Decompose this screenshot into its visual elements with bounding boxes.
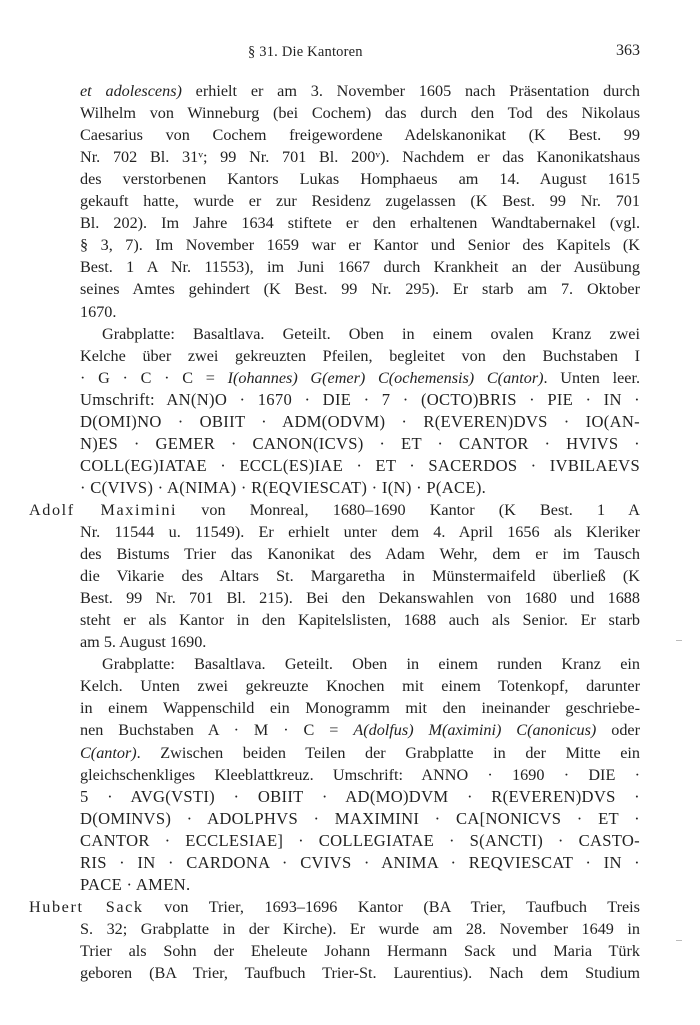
text-segment: D(OMINVS) · ADOLPHVS · MAXIMINI · CA[NONICVS · ET · (80, 808, 640, 828)
text-line (80, 124, 640, 146)
text-segment: . Zwischen beiden Teilen der Grabplatte in der Mitte ein (136, 743, 640, 762)
text-line (80, 918, 640, 940)
text-segment: CANTOR · ECCLESIAE] · COLLEGIATAE · S(ANCTI) · CASTO- (80, 830, 640, 850)
text-line (80, 719, 640, 741)
italic-segment: C(antor) (80, 743, 137, 762)
text-line (80, 411, 640, 433)
entry-name: Adolf Maximini (29, 500, 178, 519)
text-line (80, 764, 640, 786)
italic-segment: A(dolfus) M(aximini) C(anonicus) (353, 721, 597, 740)
text-segment: Best. 1 A Nr. 11553), im Juni 1667 durch Krankheit an der Ausübung (80, 258, 640, 277)
text-segment: 5 · AVG(VSTI) · OBIIT · AD(MO)DVM · R(EVEREN)DVS · (80, 786, 640, 806)
text-line (80, 565, 640, 587)
text-segment: oder (596, 721, 641, 740)
italic-segment: et adolescens) (80, 82, 182, 100)
text-line (80, 256, 640, 278)
italic-segment: I(ohannes) G(emer) C(ochemensis) C(antor) (227, 368, 544, 387)
text-segment: Bl. 202). Im Jahre 1634 stiftete er den erhaltenen Wandtabernakel (vgl. (80, 214, 640, 233)
text-line (80, 808, 640, 830)
text-line (80, 874, 640, 896)
text-line (80, 301, 640, 323)
text-line (80, 587, 640, 609)
text-segment: Grabplatte: Basaltlava. Geteilt. Oben in einem runden Kranz ein (102, 655, 640, 674)
text-line (80, 278, 640, 300)
text-segment: S. 32; Grabplatte in der Kirche). Er wurde am 28. November 1649 in (80, 919, 640, 938)
text-line (80, 102, 640, 124)
text-segment: von Monreal, 1680–1690 Kantor (K Best. 1 A (177, 500, 640, 519)
text-segment: die Vikarie des Altars St. Margaretha in Münstermaifeld überließ (K (80, 567, 640, 586)
text-line (80, 367, 640, 389)
text-line (80, 212, 640, 234)
text-segment: Trier als Sohn der Eheleute Johann Hermann Sack und Maria Türk (80, 941, 640, 960)
text-segment: nen Buchstaben A · M · C = (80, 721, 354, 740)
text-segment: . Unten leer. (543, 368, 640, 387)
entry-name: Hubert Sack (29, 897, 144, 916)
text-segment: · G · C · C = (80, 368, 228, 387)
text-segment: Umschrift: AN(N)O · 1670 · DIE · 7 · (OCTO)BRIS · PIE · IN · (80, 389, 640, 409)
text-segment: RIS · IN · CARDONA · CVIVS · ANIMA · REQVIESCAT · IN · (80, 852, 640, 872)
text-line (80, 543, 640, 565)
text-line (80, 697, 640, 719)
margin-mark (676, 640, 682, 641)
text-line (29, 499, 640, 521)
text-segment: Kelch. Unten zwei gekreuzte Knochen mit einem Totenkopf, darunter (80, 677, 640, 696)
text-line (80, 830, 640, 852)
text-segment: des verstorbenen Kantors Lukas Homphaeus am 14. August 1615 (80, 170, 640, 189)
text-line (80, 190, 640, 212)
text-segment: Nr. 11544 u. 11549). Er erhielt unter dem 4. April 1656 als Kleriker (80, 523, 640, 541)
text-segment: gleichschenkliges Kleeblattkreuz. Umschrift: ANNO · 1690 · DIE · (80, 765, 640, 784)
text-segment: Wilhelm von Winneburg (bei Cochem) das durch den Tod des Nikolaus (80, 104, 640, 123)
text-line (80, 852, 640, 874)
text-segment: seines Amtes gehindert (K Best. 99 Nr. 295). Er starb am 7. Oktober (80, 280, 640, 299)
text-segment: COLL(EG)IATAE · ECCL(ES)IAE · ET · SACERDOS · IVBILAEVS (80, 455, 640, 475)
text-segment: gekauft hatte, wurde er zur Residenz zugelassen (K Best. 99 Nr. 701 (80, 192, 640, 211)
text-line (80, 477, 640, 499)
text-line (102, 653, 640, 675)
text-segment: von Trier, 1693–1696 Kantor (BA Trier, Taufbuch Treis (143, 897, 640, 916)
text-segment: D(OMI)NO · OBIIT · ADM(ODVM) · R(EVEREN)DVS · IO(AN- (80, 411, 640, 431)
text-segment: § 3, 7). Im November 1659 war er Kantor und Senior des Kapitels (K (80, 236, 640, 255)
text-segment: Grabplatte: Basaltlava. Geteilt. Oben in einem ovalen Kranz zwei (102, 324, 640, 343)
text-line (80, 168, 640, 190)
text-line (80, 742, 640, 764)
text-line (80, 389, 640, 411)
text-segment: Nr. 702 Bl. 31ᵛ; 99 Nr. 701 Bl. 200ᵛ). Nachdem er das Kanonikatshaus (80, 148, 640, 167)
text-line (80, 940, 640, 962)
text-segment: erhielt er am 3. November 1605 nach Präsentation durch (181, 82, 640, 100)
text-segment: Best. 99 Nr. 701 Bl. 215). Bei den Dekanswahlen von 1680 und 1688 (80, 589, 640, 608)
text-segment: in einem Wappenschild ein Monogramm mit den ineinander geschriebe- (80, 699, 640, 718)
text-line (80, 521, 640, 543)
text-line (80, 234, 640, 256)
text-segment: N)ES · GEMER · CANON(ICVS) · ET · CANTOR · HVIVS · (80, 433, 640, 453)
margin-mark (676, 940, 682, 941)
text-line (102, 323, 640, 345)
text-line (80, 962, 640, 984)
text-line (80, 345, 640, 367)
text-segment: geboren (BA Trier, Taufbuch Trier-St. Laurentius). Nach dem Studium (80, 964, 640, 982)
text-segment: · C(VIVS) · A(NIMA) · R(EQVIESCAT) · I(N) · P(ACE). (80, 477, 487, 497)
text-line (80, 675, 640, 697)
text-segment: 1670. (80, 302, 117, 321)
text-line (80, 433, 640, 455)
text-segment: Caesarius von Cochem freigewordene Adelskanonikat (K Best. 99 (80, 126, 640, 145)
text-line (80, 631, 640, 653)
text-segment: des Bistums Trier das Kanonikat des Adam Wehr, dem er im Tausch (80, 545, 640, 564)
text-segment: am 5. August 1690. (80, 633, 207, 652)
text-line (80, 455, 640, 477)
page-number: 363 (616, 42, 640, 59)
text-line (80, 80, 640, 102)
running-title: § 31. Die Kantoren (248, 44, 363, 60)
text-line (80, 146, 640, 168)
text-segment: PACE · AMEN. (80, 874, 191, 894)
text-line (80, 609, 640, 631)
text-line (29, 896, 640, 918)
text-segment: steht er als Kantor in den Kapitelslisten, 1688 auch als Senior. Er starb (80, 611, 640, 630)
text-segment: Kelche über zwei gekreuzten Pfeilen, begleitet von den Buchstaben I (80, 346, 640, 365)
text-line (80, 786, 640, 808)
running-header (80, 44, 640, 66)
